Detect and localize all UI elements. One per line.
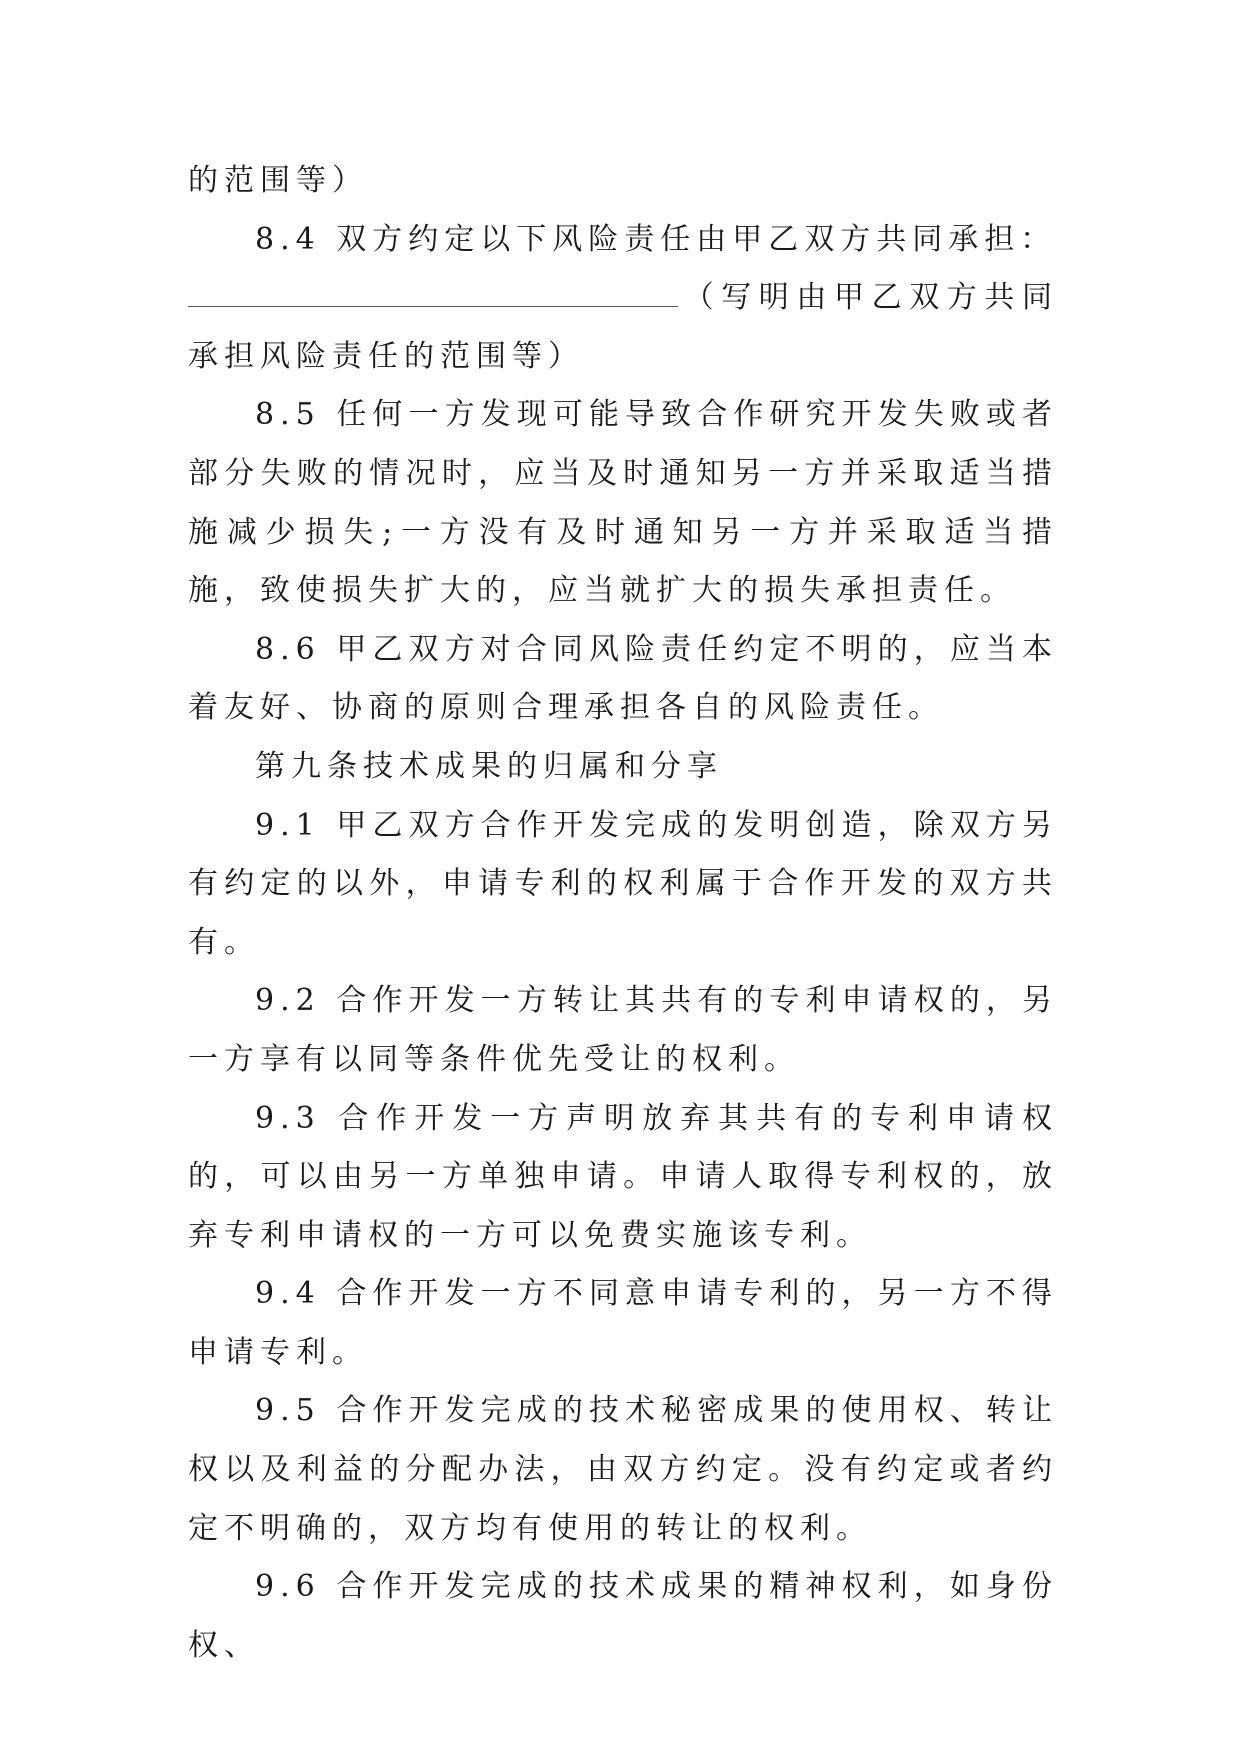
paragraph-9-5: 9.5 合作开发完成的技术秘密成果的使用权、转让权以及利益的分配办法，由双方约定。没有约定或者约定不明确的，双方均有使用的转让的权利。 [188, 1393, 1058, 1546]
paragraph-9-1: 9.1 甲乙双方合作开发完成的发明创造，除双方另有约定的以外，申请专利的权利属于合作开发的双方共有。 [188, 807, 1058, 960]
paragraph-8-4-blank [188, 269, 1058, 386]
paragraph-8-6: 8.6 甲乙双方对合同风险责任约定不明的，应当本着友好、协商的原则合理承担各自的风险责任。 [188, 631, 1058, 726]
paragraph-9-2: 9.2 合作开发一方转让其共有的专利申请权的，另一方享有以同等条件优先受让的权利。 [188, 983, 1058, 1077]
paragraph-8-5: 8.5 任何一方发现可能导致合作研究开发失败或者部分失败的情况时，应当及时通知另一方并采取适当措施减少损失;一方没有及时通知另一方并采取适当措施，致使损失扩大的，应当就扩大的损失承担责任。 [188, 397, 1058, 609]
article-9-heading: 第九条技术成果的归属和分享 [255, 748, 723, 784]
paragraph-9-4: 9.4 合作开发一方不同意申请专利的，另一方不得申请专利。 [188, 1276, 1058, 1370]
paragraph-continuation: 的范围等） [188, 163, 368, 198]
paragraph-9-6: 9.6 合作开发完成的技术成果的精神权利，如身份权、 [188, 1569, 1058, 1663]
paragraph-8-4-note: （写明由甲乙双方共同承担风险责任的范围等） [188, 280, 1058, 374]
document-body [188, 152, 1058, 1675]
paragraph-8-4: 8.4 双方约定以下风险责任由甲乙双方共同承担： [255, 221, 1057, 257]
fill-in-blank-line [188, 305, 678, 307]
paragraph-9-3: 9.3 合作开发一方声明放弃其共有的专利申请权的，可以由另一方单独申请。申请人取得专利权的，放弃专利申请权的一方可以免费实施该专利。 [188, 1100, 1058, 1253]
